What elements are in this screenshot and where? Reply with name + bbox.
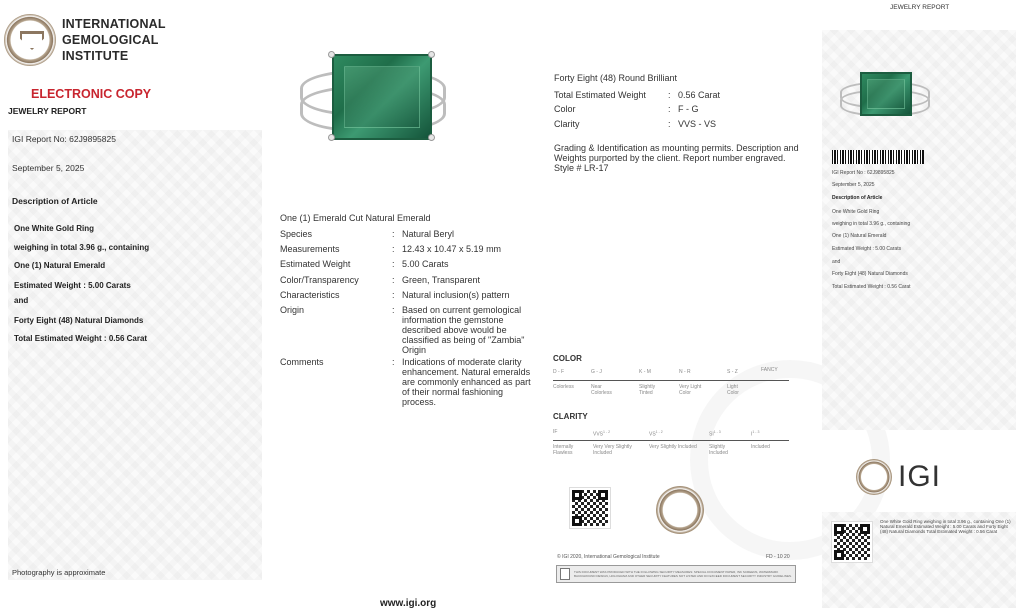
emerald-stone bbox=[332, 54, 432, 140]
right-report-date: September 5, 2025 bbox=[832, 182, 875, 188]
spec-row-measurements: Measurements : 12.43 x 10.47 x 5.19 mm bbox=[280, 244, 502, 254]
igi-seal-icon bbox=[656, 486, 704, 534]
clarity-scale-title: CLARITY bbox=[553, 412, 588, 421]
copyright: © IGI 2020, International Gemological Institute bbox=[557, 554, 660, 560]
description-line: One (1) Natural Emerald bbox=[14, 261, 106, 270]
report-date: September 5, 2025 bbox=[12, 163, 85, 173]
right-description-line: One White Gold Ring bbox=[832, 209, 880, 215]
prong bbox=[428, 134, 435, 141]
igi-brand-logo: IGI bbox=[856, 459, 941, 495]
grading-note: Grading & Identification as mounting permits. Description and Weights purported by the client. Report number engraved. Style # LR-17 bbox=[554, 143, 799, 173]
document-icon bbox=[560, 568, 570, 580]
prong bbox=[328, 51, 335, 58]
right-description-line: One (1) Natural Emerald bbox=[832, 233, 887, 239]
spec-row-species: Species : Natural Beryl bbox=[280, 229, 455, 239]
description-line: Estimated Weight : 5.00 Carats bbox=[14, 281, 131, 290]
spec-row-color-transparency: Color/Transparency : Green, Transparent bbox=[280, 275, 481, 285]
institute-name: INTERNATIONAL GEMOLOGICAL INSTITUTE bbox=[62, 17, 166, 63]
right-qr-code[interactable] bbox=[832, 522, 872, 562]
igi-seal-icon bbox=[856, 459, 892, 495]
clarity-scale-divider bbox=[553, 440, 789, 441]
verification-qr-code[interactable] bbox=[570, 488, 610, 528]
right-description-line: Estimated Weight : 5.00 Carats bbox=[832, 246, 902, 252]
right-small-description: One White Gold Ring weighing in total 3.96 g., containing One (1) Natural Emerald Estimated Weight : 5.00 Carats and Forty Eight (48) Natural Diamonds Total Estimated Weight : 0.56 Carat bbox=[880, 519, 1011, 534]
form-code: FD - 10 20 bbox=[766, 554, 790, 560]
spec-row-origin: Origin : Based on current gemological information the gemstone described above would be classified as being of "Zambia" Origin bbox=[280, 305, 525, 355]
report-type: JEWELRY REPORT bbox=[8, 106, 87, 116]
prong bbox=[428, 51, 435, 58]
main-stone-title: One (1) Emerald Cut Natural Emerald bbox=[280, 213, 431, 223]
report-barcode bbox=[832, 150, 924, 164]
right-description-line: Total Estimated Weight : 0.56 Carat bbox=[832, 284, 911, 290]
side-spec-total-weight: Total Estimated Weight : 0.56 Carat bbox=[554, 90, 721, 100]
right-description-line: weighing in total 3.96 g., containing bbox=[832, 221, 911, 227]
right-report-number: IGI Report No : 62J9895825 bbox=[832, 170, 895, 176]
color-scale-divider bbox=[553, 380, 789, 381]
security-notice: THIS DOCUMENT WAS PRODUCED WITH THE FOLLOWING SECURITY MEASURES: SPECIAL DOCUMENT PAPER, INK SCREENS, WATERMARK BACKGROUND DESIGN, HOLOGRAM AND OTHER SECURITY FEATURES NOT LISTED AND DO EXCEED DOCUMENT SECURITY INDUSTRY GUIDELINES. bbox=[556, 565, 796, 583]
description-line: and bbox=[14, 296, 29, 305]
description-line: Forty Eight (48) Natural Diamonds bbox=[14, 316, 144, 325]
spec-row-comments: Comments : Indications of moderate clarity enhancement. Natural emeralds are commonly enhanced as part of their normal fashioning process. bbox=[280, 357, 531, 407]
side-spec-clarity: Clarity : VVS - VS bbox=[554, 119, 717, 129]
description-heading: Description of Article bbox=[12, 196, 98, 206]
spec-row-weight: Estimated Weight : 5.00 Carats bbox=[280, 259, 449, 269]
report-number: IGI Report No: 62J9895825 bbox=[12, 134, 116, 144]
igi-seal-icon bbox=[4, 14, 56, 66]
right-report-type: JEWELRY REPORT bbox=[890, 4, 950, 11]
description-line: weighing in total 3.96 g., containing bbox=[14, 243, 150, 252]
emerald-thumbnail bbox=[860, 72, 912, 116]
spec-row-characteristics: Characteristics : Natural inclusion(s) pattern bbox=[280, 290, 510, 300]
electronic-copy-label: ELECTRONIC COPY bbox=[31, 87, 152, 101]
color-scale-title: COLOR bbox=[553, 354, 582, 363]
right-description-heading: Description of Article bbox=[832, 195, 883, 201]
side-stones-title: Forty Eight (48) Round Brilliant bbox=[554, 73, 678, 83]
photography-note: Photography is approximate bbox=[12, 568, 106, 577]
ring-photo bbox=[298, 48, 448, 144]
right-description-line: Forty Eight (48) Natural Diamonds bbox=[832, 271, 908, 277]
description-line: Total Estimated Weight : 0.56 Carat bbox=[14, 334, 148, 343]
color-scale: D - F G - J K - M N - R S - Z FANCY Colorless Near Colorless Slightly Tinted Very Light Color Light Color bbox=[553, 369, 789, 393]
website-link[interactable]: www.igi.org bbox=[380, 598, 437, 609]
clarity-scale: IF VVS$^{1 - 2}$ VS$^{1 - 2}$ SI$^{1 - 3}$ $I^{1 - 3}$ Internally Flawless Very Very Slightly Included Very Slightly Included Slightly Included Included bbox=[553, 429, 789, 453]
prong bbox=[328, 134, 335, 141]
description-line: One White Gold Ring bbox=[14, 224, 94, 233]
side-spec-color: Color : F - G bbox=[554, 104, 699, 114]
igi-logo bbox=[4, 14, 166, 66]
right-description-line: and bbox=[832, 259, 841, 265]
ring-thumbnail bbox=[840, 70, 930, 120]
